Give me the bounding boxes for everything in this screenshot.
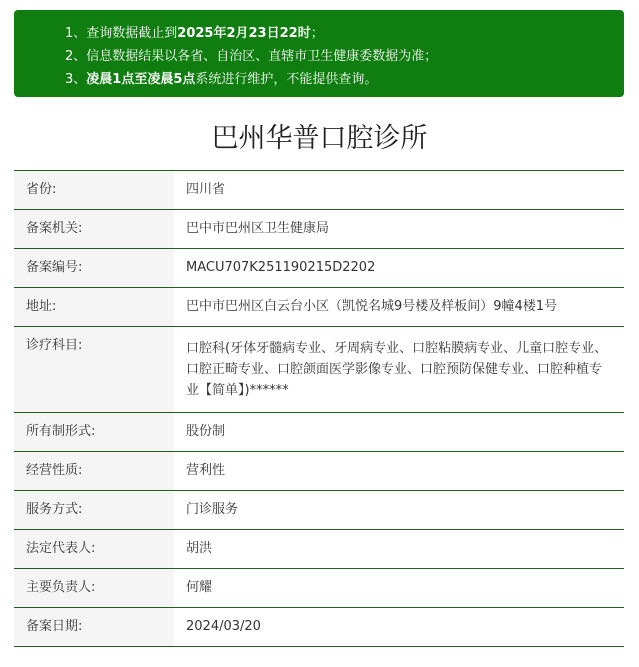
notice-line-1-suffix: ； bbox=[310, 26, 324, 41]
row-label: 法定代表人: bbox=[14, 530, 174, 568]
row-value: 门诊服务 bbox=[186, 502, 239, 517]
table-row-authority bbox=[14, 210, 624, 249]
row-label: 备案日期: bbox=[14, 608, 174, 646]
row-value: 口腔科(牙体牙髓病专业、牙周病专业、口腔粘膜病专业、儿童口腔专业、口腔正畸专业、口腔颌面医学影像专业、口腔预防保健专业、口腔种植专业【简单】)****** bbox=[186, 341, 608, 398]
row-label: 主要负责人: bbox=[14, 569, 174, 607]
table-row-ownership bbox=[14, 413, 624, 452]
row-value: 股份制 bbox=[186, 424, 226, 439]
row-label: 所有制形式: bbox=[14, 413, 174, 451]
table-row-business-nature bbox=[14, 452, 624, 491]
table-row-departments bbox=[14, 327, 624, 413]
row-value: MACU707K251190215D2202 bbox=[186, 260, 376, 275]
notice-line-3 bbox=[14, 68, 624, 91]
row-value: 巴中市巴州区卫生健康局 bbox=[186, 221, 330, 236]
row-label: 省份: bbox=[14, 171, 174, 209]
table-row-address bbox=[14, 288, 624, 327]
notice-line-3-time: 凌晨1点至凌晨5点 bbox=[86, 72, 196, 87]
info-table bbox=[14, 170, 624, 647]
notice-line-1-date: 2025年2月23日22时 bbox=[177, 26, 311, 41]
notice-line-3-suffix: 系统进行维护，不能提供查询。 bbox=[195, 72, 378, 87]
row-label: 备案编号: bbox=[14, 249, 174, 287]
row-value: 何耀 bbox=[186, 580, 213, 595]
row-label: 备案机关: bbox=[14, 210, 174, 248]
row-value: 营利性 bbox=[186, 463, 226, 478]
notice-line-3-prefix: 3、 bbox=[65, 72, 87, 87]
row-label: 服务方式: bbox=[14, 491, 174, 529]
row-label: 经营性质: bbox=[14, 452, 174, 490]
notice-line-2: 2、信息数据结果以各省、自治区、直辖市卫生健康委数据为准； bbox=[65, 49, 438, 64]
table-row-province bbox=[14, 171, 624, 210]
row-value: 胡洪 bbox=[186, 541, 213, 556]
notice-banner bbox=[14, 10, 624, 97]
table-row-principal bbox=[14, 569, 624, 608]
row-value: 2024/03/20 bbox=[186, 619, 261, 634]
table-row-legal-representative bbox=[14, 530, 624, 569]
table-row-service-mode bbox=[14, 491, 624, 530]
notice-line-1 bbox=[14, 22, 624, 45]
row-value: 四川省 bbox=[186, 182, 226, 197]
row-value: 巴中市巴州区白云台小区（凯悦名城9号楼及样板间）9幢4楼1号 bbox=[186, 299, 558, 314]
table-row-record-number bbox=[14, 249, 624, 288]
table-row-record-date bbox=[14, 608, 624, 647]
page-title: 巴州华普口腔诊所 bbox=[211, 123, 428, 154]
row-label: 地址: bbox=[14, 288, 174, 326]
notice-line-1-prefix: 1、查询数据截止到 bbox=[65, 26, 178, 41]
row-label: 诊疗科目: bbox=[14, 327, 174, 412]
